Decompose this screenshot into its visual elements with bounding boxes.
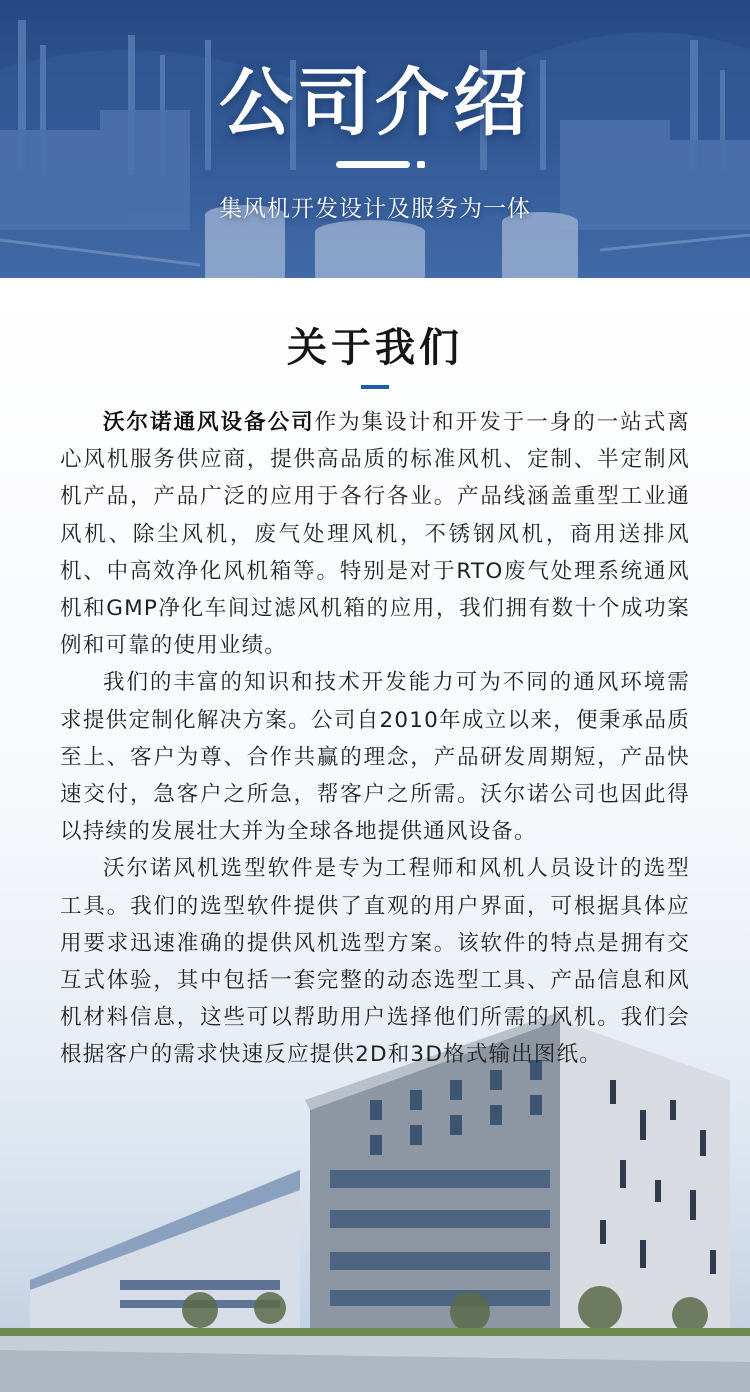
hero-divider — [336, 161, 410, 168]
paragraph-1 — [60, 404, 690, 664]
paragraph-2: 我们的丰富的知识和技术开发能力可为不同的通风环境需求提供定制化解决方案。公司自2010年成立以来，便秉承品质至上、客户为尊、合作共赢的理念，产品研发周期短，产品快速交付，急客户之所急，帮客户之所需。沃尔诺公司也因此得以持续的发展壮大并为全球各地提供通风设备。 — [60, 670, 690, 845]
section-title: 关于我们 — [287, 325, 463, 371]
section-divider — [361, 385, 389, 389]
hero-divider-dot — [417, 161, 425, 168]
hero-subtitle: 集风机开发设计及服务为一体 — [219, 196, 531, 222]
paragraph-1-text: 作为集设计和开发于一身的一站式离心风机服务供应商，提供高品质的标准风机、定制、半定制风机产品，产品广泛的应用于各行各业。产品线涵盖重型工业通风机、除尘风机，废气处理风机，不锈钢风机，商用送排风机、中高效净化风机箱等。特别是对于RTO废气处理系统通风机和GMP净化车间过滤风机箱的应用，我们拥有数十个成功案例和可靠的使用业绩。 — [60, 410, 690, 659]
about-body — [60, 404, 690, 1074]
hero-banner — [0, 0, 750, 278]
company-name: 沃尔诺通风设备公司 — [103, 410, 315, 435]
hero-title: 公司介绍 — [219, 60, 531, 146]
paragraph-3: 沃尔诺风机选型软件是专为工程师和风机人员设计的选型工具。我们的选型软件提供了直观的用户界面，可根据具体应用要求迅速准确的提供风机选型方案。该软件的特点是拥有交互式体验，其中包括一套完整的动态选型工具、产品信息和风机材料信息，这些可以帮助用户选择他们所需的风机。我们会根据客户的需求快速反应提供2D和3D格式输出图纸。 — [60, 856, 690, 1068]
